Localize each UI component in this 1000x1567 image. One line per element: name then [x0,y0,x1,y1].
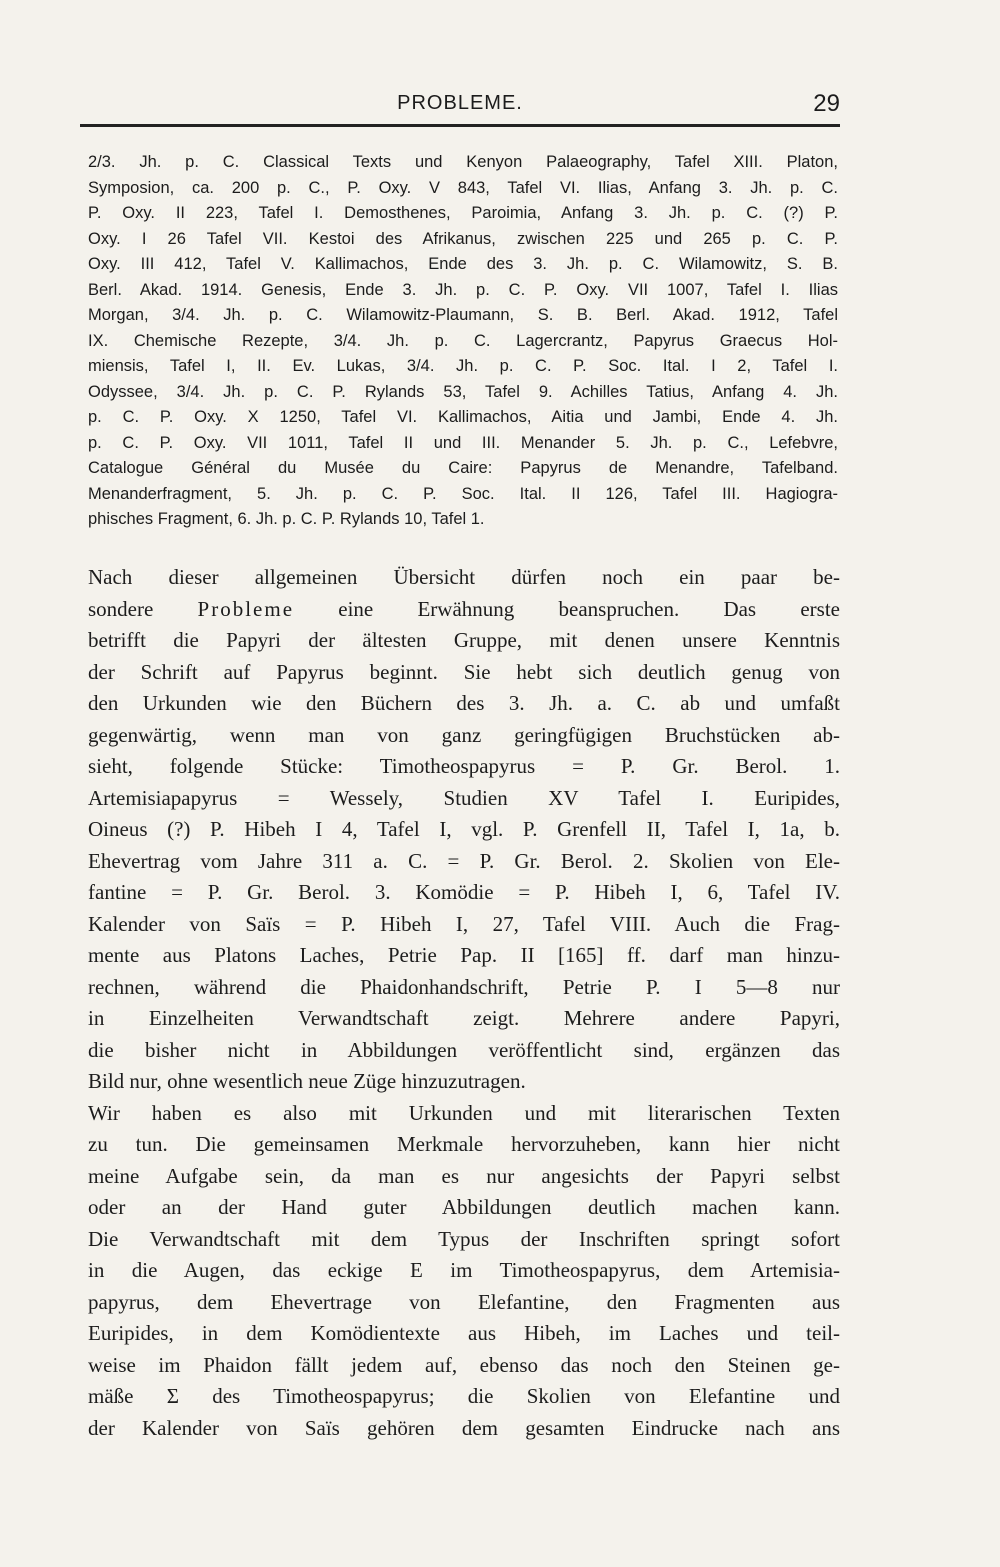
page-number: 29 [813,90,840,117]
footnote-line: Odyssee, 3/4. Jh. p. C. P. Rylands 53, Tafel 9. Achilles Tatius, Anfang 4. Jh. [88,382,838,401]
footnote-line: Catalogue Général du Musée du Caire: Papyrus de Menandre, Tafelband. [88,459,838,477]
body-line: in Einzelheiten Verwandtschaft zeigt. Mehrere andere Papyri, [88,1006,840,1030]
footnote-line: Symposion, ca. 200 p. C., P. Oxy. V 843, Tafel VI. Ilias, Anfang 3. Jh. p. C. [88,178,838,197]
body-line-part: sondere [88,596,198,621]
body-line: Oineus (?) P. Hibeh I 4, Tafel I, vgl. P. Grenfell II, Tafel I, 1a, b. [88,817,840,841]
body-line: Euripides, in dem Komödientexte aus Hibeh, im Laches und teil- [88,1321,840,1345]
body-line: Ehevertrag vom Jahre 311 a. C. = P. Gr. Berol. 2. Skolien von Ele- [88,848,840,873]
body-line: Kalender von Saïs = P. Hibeh I, 27, Tafel VIII. Auch die Frag- [88,911,840,936]
footnote-line: Morgan, 3/4. Jh. p. C. Wilamowitz-Plaumann, S. B. Berl. Akad. 1912, Tafel [88,306,838,324]
body-line: weise im Phaidon fällt jedem auf, ebenso das noch den Steinen ge- [88,1352,840,1377]
footnote-line: p. C. P. Oxy. X 1250, Tafel VI. Kallimachos, Aitia und Jambi, Ende 4. Jh. [88,408,838,426]
footnote-line: Berl. Akad. 1914. Genesis, Ende 3. Jh. p. C. P. Oxy. VII 1007, Tafel I. Ilias [88,280,838,299]
footnote-line: P. Oxy. II 223, Tafel I. Demosthenes, Paroimia, Anfang 3. Jh. p. C. (?) P. [88,204,838,222]
body-line: Nach dieser allgemeinen Übersicht dürfen noch ein paar be- [88,565,840,589]
body-line: meine Aufgabe sein, da man es nur angesichts der Papyri selbst [88,1163,840,1188]
spaced-term: Probleme [197,596,295,621]
footnote-line: Oxy. I 26 Tafel VII. Kestoi des Afrikanus, zwischen 225 und 265 p. C. P. [88,229,838,248]
body-line: rechnen, während die Phaidonhandschrift, Petrie P. I 5—8 nur [88,974,840,999]
body-line [88,594,840,626]
page-header [80,90,840,120]
body-line: gegenwärtig, wenn man von ganz geringfügigen Bruchstücken ab- [88,722,840,747]
body-line: der Kalender von Saïs gehören dem gesamten Eindrucke nach ans [88,1415,840,1440]
body-line: Die Verwandtschaft mit dem Typus der Inschriften springt sofort [88,1226,840,1251]
body-line: mente aus Platons Laches, Petrie Pap. II [165] ff. darf man hinzu- [88,943,840,967]
body-text [88,562,840,1444]
body-line-part: eine Erwähnung beanspruchen. Das erste [294,596,840,621]
body-line: betrifft die Papyri der ältesten Gruppe, mit denen unsere Kenntnis [88,628,840,652]
body-line: der Schrift auf Papyrus beginnt. Sie hebt sich deutlich genug von [88,659,840,684]
header-rule [80,124,840,127]
body-line: Artemisiapapyrus = Wessely, Studien XV Tafel I. Euripides, [88,785,840,810]
footnote-line: IX. Chemische Rezepte, 3/4. Jh. p. C. Lagercrantz, Papyrus Graecus Hol- [88,331,838,350]
body-line: fantine = P. Gr. Berol. 3. Komödie = P. Hibeh I, 6, Tafel IV. [88,880,840,904]
footnote-line: p. C. P. Oxy. VII 1011, Tafel II und III. Menander 5. Jh. p. C., Lefebvre, [88,433,838,452]
footnote-line: miensis, Tafel I, II. Ev. Lukas, 3/4. Jh. p. C. P. Soc. Ital. I 2, Tafel I. [88,357,838,375]
footnote-line: Oxy. III 412, Tafel V. Kallimachos, Ende des 3. Jh. p. C. Wilamowitz, S. B. [88,255,838,273]
body-line: Bild nur, ohne wesentlich neue Züge hinzuzutragen. [88,1069,526,1093]
body-line: die bisher nicht in Abbildungen veröffentlicht sind, ergänzen das [88,1037,840,1062]
footnote-line: phisches Fragment, 6. Jh. p. C. P. Rylands 10, Tafel 1. [88,510,485,528]
footnote-line: 2/3. Jh. p. C. Classical Texts und Kenyon Palaeography, Tafel XIII. Platon, [88,153,838,171]
body-line: sieht, folgende Stücke: Timotheospapyrus = P. Gr. Berol. 1. [88,754,840,778]
body-line: Wir haben es also mit Urkunden und mit literarischen Texten [88,1100,840,1125]
body-line: den Urkunden wie den Büchern des 3. Jh. a. C. ab und umfaßt [88,691,840,715]
running-title: PROBLEME. [397,92,523,114]
body-line: oder an der Hand guter Abbildungen deutlich machen kann. [88,1195,840,1219]
body-line: zu tun. Die gemeinsamen Merkmale hervorzuheben, kann hier nicht [88,1132,840,1156]
body-line: mäße Σ des Timotheospapyrus; die Skolien von Elefantine und [88,1384,840,1408]
body-line: papyrus, dem Ehevertrage von Elefantine, den Fragmenten aus [88,1289,840,1314]
footnote-block [88,150,838,533]
body-line: in die Augen, das eckige E im Timotheospapyrus, dem Artemisia- [88,1258,840,1282]
footnote-line: Menanderfragment, 5. Jh. p. C. P. Soc. Ital. II 126, Tafel III. Hagiogra- [88,484,838,503]
